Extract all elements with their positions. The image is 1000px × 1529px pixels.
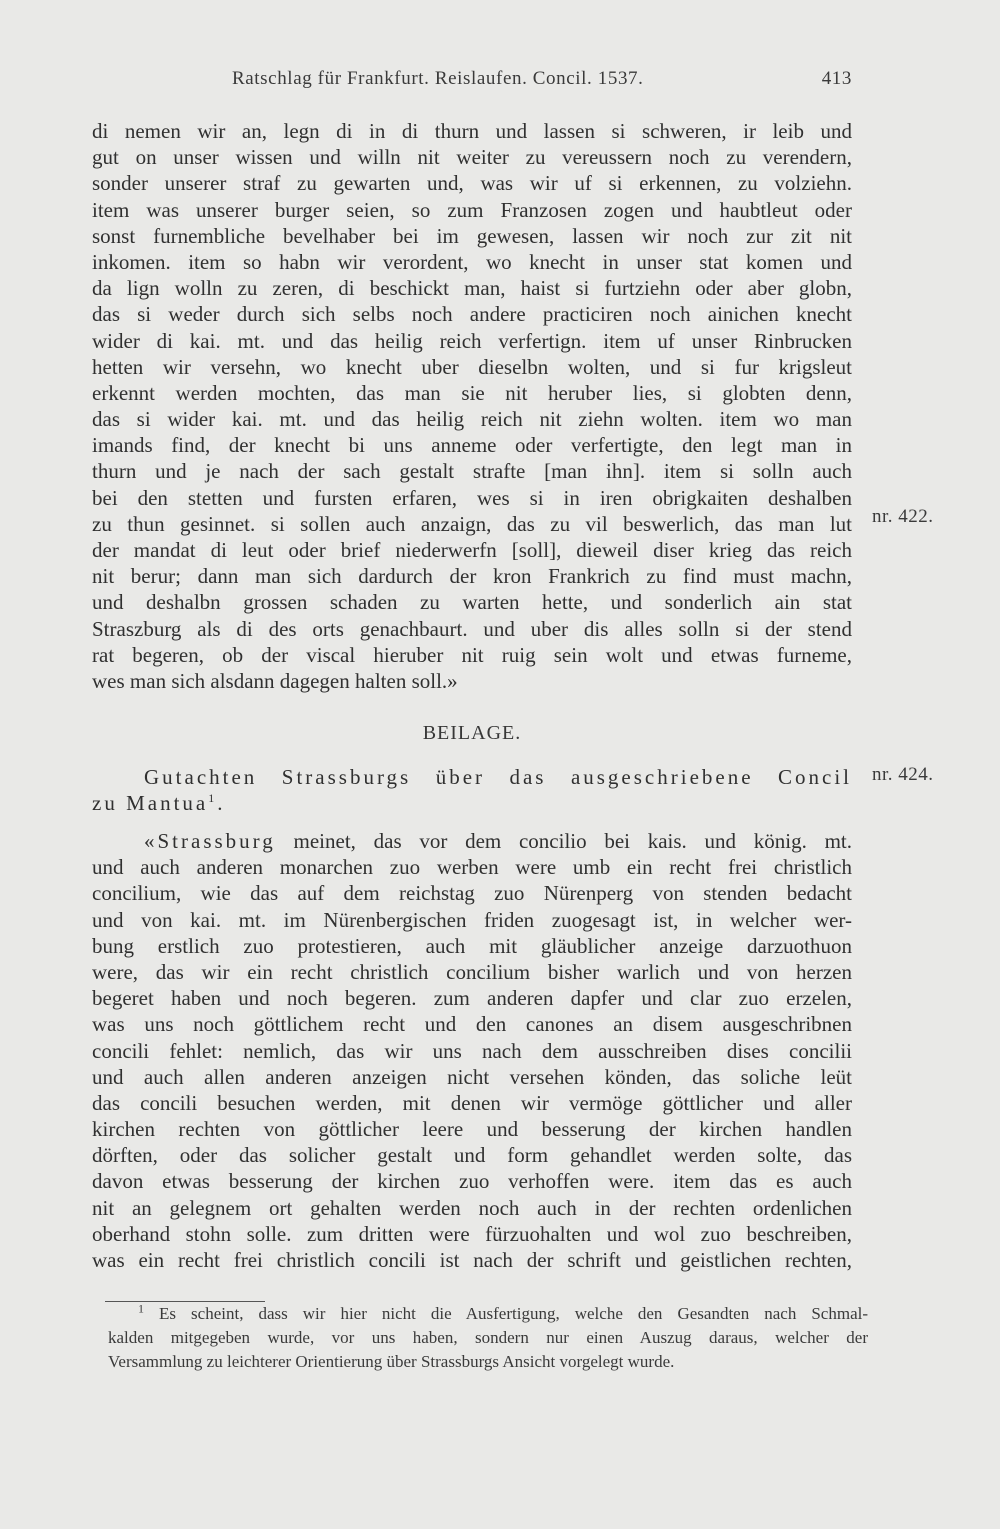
text-line: gut on unser wissen und willn nit weiter zu vereussern noch zu verendern, — [92, 145, 852, 170]
footnote-line — [108, 1302, 868, 1326]
text-line: da lign wolln zu zeren, di beschickt man, haist si furtziehn oder aber globn, — [92, 276, 852, 301]
footnote-text: Es scheint, dass wir hier nicht die Ausfertigung, welche den Gesandten nach Schmal- — [144, 1304, 868, 1323]
paragraph-2-lines — [92, 854, 852, 1273]
first-line-rest: meinet, das vor dem concilio bei kais. und könig‌. mt. — [275, 829, 852, 853]
section-title-line-1: Gutachten Strassburgs über das ausgeschriebene Concil — [144, 765, 852, 789]
text-line: sonst furnembliche bevelhaber bei im gewesen, lassen wir noch zur zit nit — [92, 223, 852, 248]
section-heading: BEILAGE. — [422, 722, 522, 744]
text-line: und von kai. mt. im Nürenbergischen friden zuogesagt ist, in welcher wer- — [92, 907, 852, 932]
text-line: das si weder durch sich selbs noch andere practiciren noch ainichen knecht — [92, 302, 852, 327]
text-line: di nemen wir an, legn di in di thurn und lassen si schweren, ir leib und — [92, 119, 852, 143]
text-line: imands find, der knecht bi uns anneme oder verfertigte, den legt man in — [92, 433, 852, 458]
running-title: Ratschlag für Frankfurt. Reislaufen. Concil. 1537. — [232, 68, 644, 89]
text-line: concilium, wie das auf dem reichstag zuo Nürenperg von stenden bedacht — [92, 881, 852, 906]
footnote-reference: 1 — [208, 791, 218, 806]
page-header — [92, 68, 852, 98]
text-line: was uns noch göttlichem recht und den canones an disem ausgeschribnen — [92, 1012, 852, 1037]
footnote-line: Versammlung zu leichterer Orientierung über Strassburgs Ansicht vorgelegt wurde. — [108, 1352, 675, 1371]
text-line: concili fehlet: nemlich, das wir uns nach dem ausschreiben dises concilii — [92, 1038, 852, 1063]
footnote-1 — [108, 1302, 868, 1374]
section-title-line-2 — [92, 790, 852, 816]
text-line: thurn und je nach der sach gestalt strafte [man ihn]. item si solln auch — [92, 459, 852, 484]
text-line: dörften, oder das solicher gestalt und form gehandlet werden solte, das — [92, 1143, 852, 1168]
text-line: und auch anderen monarchen zuo werben were umb ein recht frei christlich — [92, 855, 852, 880]
text-line: bei den stetten und fursten erfaren, wes si in iren obrigkaiten deshalben — [92, 485, 852, 510]
text-line: sonder unserer straf zu gewarten und, was wir uf si erkennen, zu volziehn. — [92, 171, 852, 196]
text-line: und deshalbn grossen schaden zu warten hette, und sonderlich ain stat — [92, 590, 852, 615]
text-line: wider di kai. mt. und das heilig reich verfertign. item uf unser Rinbrucken — [92, 328, 852, 353]
text-line: der mandat di leut oder brief niederwerfn [soll], dieweil diser krieg das reich — [92, 538, 852, 562]
text-line: nit an gelegnem ort gehalten werden noch auch in der rechten ordenlichen — [92, 1195, 852, 1220]
text-line: erkennt werden mochten, das man sie nit heruber lies, si globten denn, — [92, 380, 852, 405]
text-line: rat begeren, ob der viscal hieruber nit ruig sein wolt und etwas furneme, — [92, 642, 852, 667]
page-number: 413 — [821, 68, 852, 89]
text-line: nit berur; dann man sich dardurch der kron Frankrich zu find must machn, — [92, 564, 852, 589]
footnotes — [108, 1302, 868, 1374]
margin-note-nr-422: nr. 422. — [872, 506, 934, 527]
text-line: inkomen. item so habn wir verordent, wo knecht in unser stat komen und — [92, 249, 852, 274]
text-line: hetten wir versehn, wo knecht uber dieselbn wolten, und si fur krigsleut — [92, 354, 852, 379]
margin-note-nr-424: nr. 424. — [872, 764, 934, 785]
text-line: Straszburg als di des orts genachbaurt. und uber dis alles solln si der stend — [92, 616, 852, 641]
section-title-text: zu Mantua — [92, 791, 209, 816]
text-line: oberhand stohn solle. zum dritten were fürzuohalten und wol zuo beschreiben, — [92, 1221, 852, 1246]
text-line: und auch allen anderen anzeigen nicht versehen könden, das soliche leüt — [92, 1064, 852, 1089]
text-line: zu thun gesinnet. si sollen auch anzaign, das zu vil beswerlich, das man lut — [92, 511, 852, 536]
text-line: kirchen rechten von göttlicher leere und besserung der kirchen handlen — [92, 1117, 852, 1142]
paragraph-2 — [92, 828, 852, 1273]
paragraph-2-first-line — [92, 828, 852, 854]
text-line: was ein recht frei christlich concili ist nach der schrift und geistlichen rechten, — [92, 1248, 852, 1272]
strassburg-lead: «Strassburg — [144, 829, 276, 853]
section-title — [92, 764, 852, 816]
text-line: begeret haben und noch begeren. zum anderen dapfer und clar zuo erzelen, — [92, 986, 852, 1011]
footnote-line: kalden mitgegeben wurde, vor uns haben, sondern nur einen Auszug daraus, welcher der — [108, 1328, 868, 1347]
text-line: wes man sich alsdann dagegen halten soll.» — [92, 668, 458, 693]
text-line: das si wider kai. mt. und das heilig reich nit ziehn wolten. item wo man — [92, 407, 852, 432]
footnote-marker: 1 — [138, 1301, 144, 1316]
text-line: davon etwas besserung der kirchen zuo verhoffen were. item das es auch — [92, 1169, 852, 1194]
text-line: bung erstlich zuo protestieren, auch mit gläublicher anzeige darzuothuon — [92, 933, 852, 958]
section-title-end: . — [217, 791, 226, 816]
text-line: item was unserer burger seien, so zum Franzosen zogen und haubtleut oder — [92, 197, 852, 222]
paragraph-1 — [92, 118, 852, 694]
text-line: were, das wir ein recht christlich concilium bisher warlich und von herzen — [92, 959, 852, 984]
text-line: das concili besuchen werden, mit denen wir vermöge göttlicher und aller — [92, 1090, 852, 1115]
